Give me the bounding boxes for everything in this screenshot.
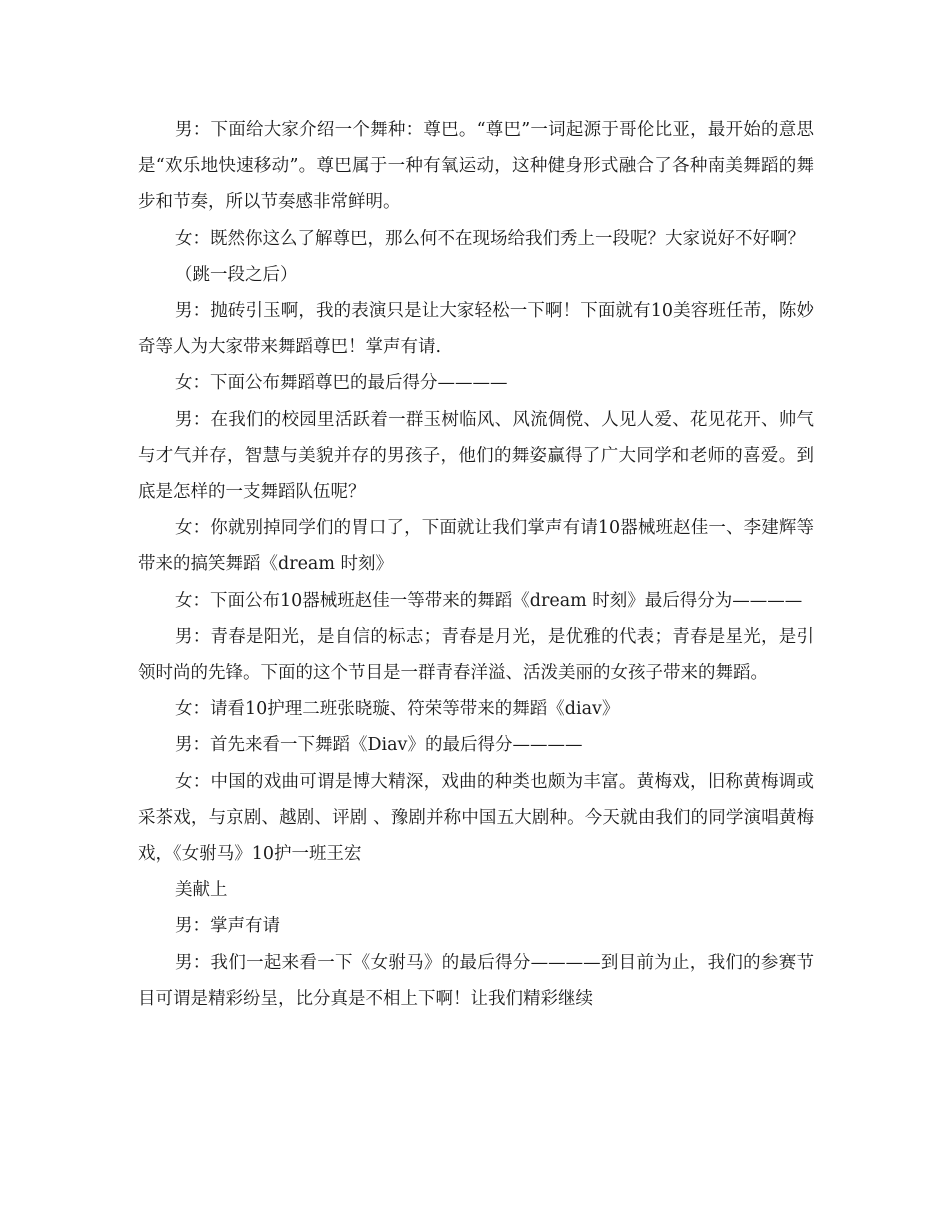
paragraph-zumba-performance: 男：抛砖引玉啊，我的表演只是让大家轻松一下啊！下面就有10美容班任芾，陈妙奇等人为大家带来舞蹈尊巴！掌声有请. — [138, 301, 814, 358]
paragraph-zumba-intro: 男：下面给大家介绍一个舞种：尊巴。“尊巴”一词起源于哥伦比亚，最开始的意思是“欢乐地快速移动”。尊巴属于一种有氧运动，这种健身形式融合了各种南美舞蹈的舞步和节奏，所以节奏感非常鲜明。 — [138, 120, 814, 213]
paragraph-opera-score: 男：我们一起来看一下《女驸马》的最后得分————到目前为止，我们的参赛节目可谓是精彩纷呈，比分真是不相上下啊！让我们精彩继续 — [138, 952, 814, 1009]
paragraph-dream-score: 女：下面公布10器械班赵佳一等带来的舞蹈《dream 时刻》最后得分为———— — [175, 590, 803, 611]
paragraph-applause: 男：掌声有请 — [175, 916, 280, 937]
paragraph-dream-intro: 女：你就别掉同学们的胃口了，下面就让我们掌声有请10器械班赵佳一、李建辉等带来的搞笑舞蹈《dream 时刻》 — [138, 518, 814, 575]
paragraph-opera-continued: 美献上 — [175, 880, 228, 901]
document-body — [138, 112, 814, 1017]
paragraph-boys-intro: 男：在我们的校园里活跃着一群玉树临风、风流倜傥、人见人爱、花见花开、帅气与才气并存，智慧与美貌并存的男孩子，他们的舞姿赢得了广大同学和老师的喜爱。到底是怎样的一支舞蹈队伍呢？ — [138, 409, 814, 503]
paragraph-zumba-request: 女：既然你这么了解尊巴，那么何不在现场给我们秀上一段呢？大家说好不好啊？ — [175, 228, 805, 249]
paragraph-diav-score: 男：首先来看一下舞蹈《Diav》的最后得分———— — [175, 735, 583, 756]
paragraph-stage-direction: （跳一段之后） — [175, 264, 298, 285]
paragraph-opera-intro: 女：中国的戏曲可谓是博大精深，戏曲的种类也颇为丰富。黄梅戏，旧称黄梅调或采茶戏，与京剧、越剧、评剧 、豫剧并称中国五大剧种。今天就由我们的同学演唱黄梅戏，《女驸马》10护一班王宏 — [138, 771, 814, 865]
paragraph-diav-intro: 女：请看10护理二班张晓璇、符荣等带来的舞蹈《diav》 — [175, 699, 620, 720]
paragraph-youth-intro: 男：青春是阳光，是自信的标志；青春是月光，是优雅的代表；青春是星光，是引领时尚的先锋。下面的这个节目是一群青春洋溢、活泼美丽的女孩子带来的舞蹈。 — [138, 626, 814, 684]
paragraph-zumba-score: 女：下面公布舞蹈尊巴的最后得分———— — [175, 373, 508, 394]
